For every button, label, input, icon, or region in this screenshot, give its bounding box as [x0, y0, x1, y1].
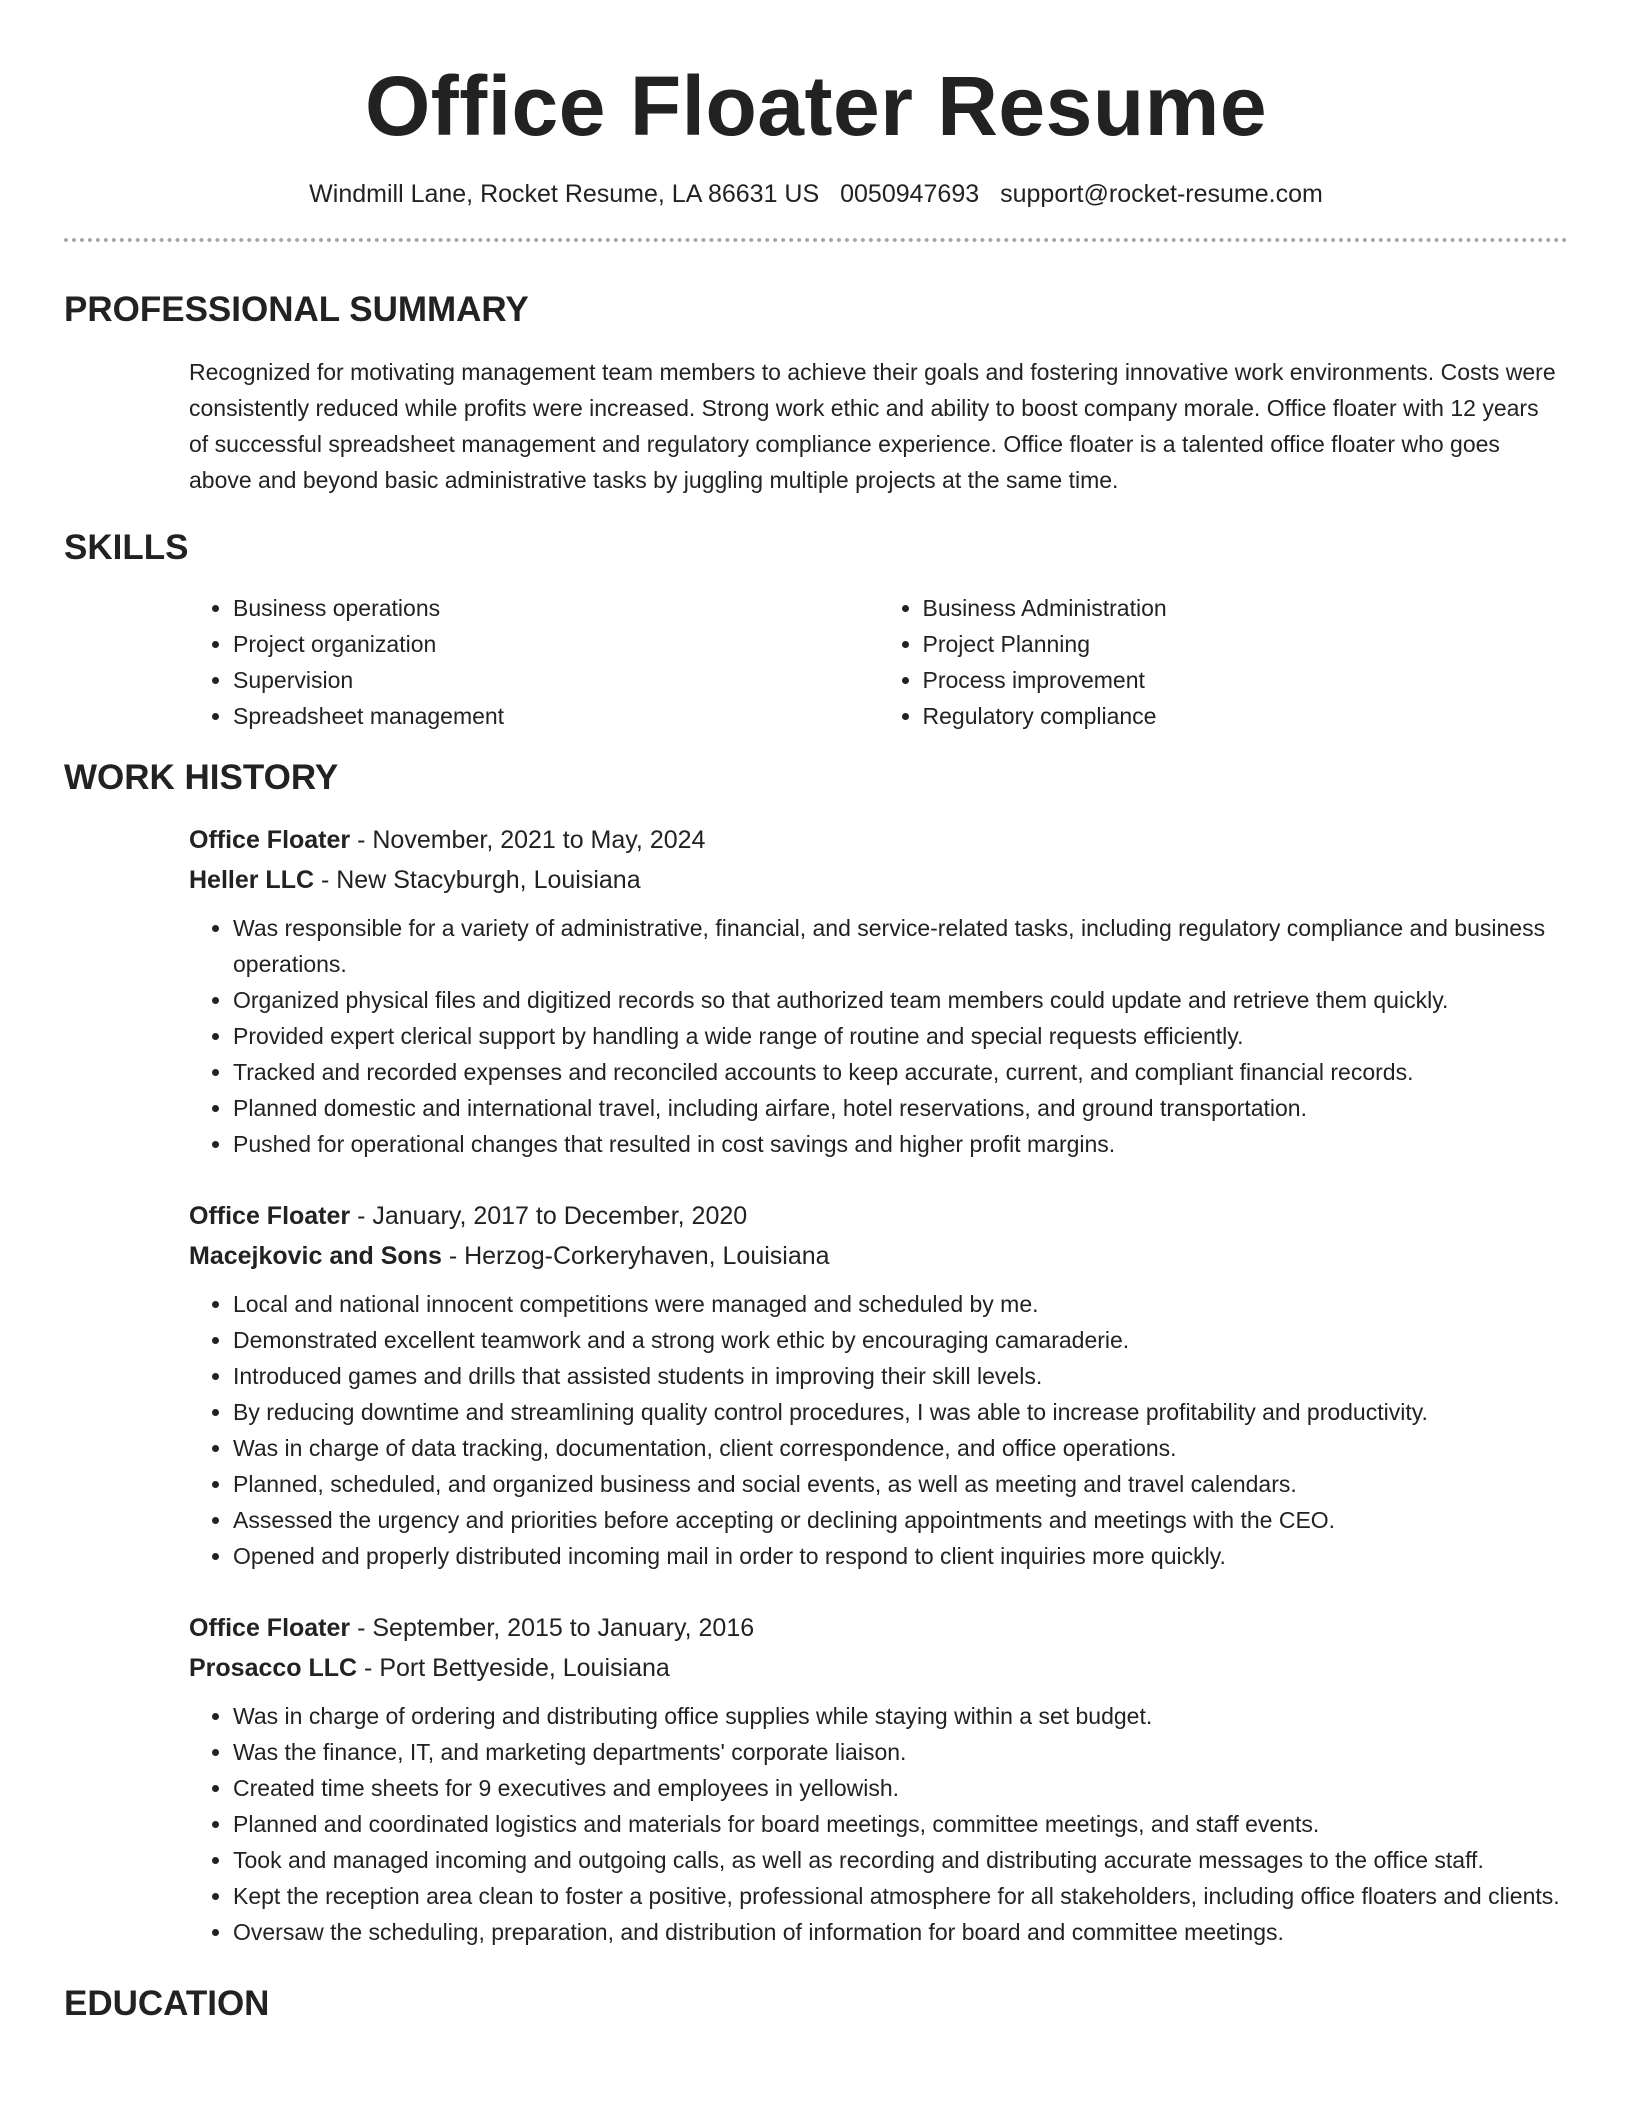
job-company-line [189, 1236, 1568, 1276]
header-divider [64, 238, 1568, 242]
job-role: Office Floater [189, 826, 351, 854]
skill-item: • Business operations [233, 590, 879, 626]
skill-item: • Regulatory compliance [923, 698, 1569, 734]
skill-item: • Project Planning [923, 626, 1569, 662]
job-company-line [189, 1648, 1568, 1688]
job-company: Macejkovic and Sons [189, 1242, 442, 1270]
work-history-heading: WORK HISTORY [64, 758, 339, 797]
job-entry [189, 820, 1568, 1162]
job-bullet: • Kept the reception area clean to foster a positive, professional atmosphere for all stakeholders, including office floaters and clients. [233, 1878, 1568, 1914]
skill-item: • Process improvement [923, 662, 1569, 698]
job-bullet: • Tracked and recorded expenses and reconciled accounts to keep accurate, current, and compliant financial records. [233, 1054, 1568, 1090]
job-company: Heller LLC [189, 866, 315, 894]
contact-line [64, 178, 1568, 210]
job-role-line [189, 820, 1568, 860]
skill-item: • Project organization [233, 626, 879, 662]
summary-text: Recognized for motivating management team members to achieve their goals and fostering innovative work environments. Costs were consistently reduced while profits were increased. Strong work ethic and ability to boost company morale. Office floater with 12 years of successful spreadsheet management and regulatory compliance experience. Office floater is a talented office floater who goes above and beyond basic administrative tasks by juggling multiple projects at the same time. [189, 359, 1556, 493]
job-bullet: • Created time sheets for 9 executives and employees in yellowish. [233, 1770, 1568, 1806]
job-bullet: • Took and managed incoming and outgoing calls, as well as recording and distributing accurate messages to the office staff. [233, 1842, 1568, 1878]
job-bullet: • Was the finance, IT, and marketing departments' corporate liaison. [233, 1734, 1568, 1770]
job-bullet: • Introduced games and drills that assisted students in improving their skill levels. [233, 1358, 1568, 1394]
job-company: Prosacco LLC [189, 1654, 358, 1682]
job-bullet: • Oversaw the scheduling, preparation, and distribution of information for board and committee meetings. [233, 1914, 1568, 1950]
job-company-line [189, 860, 1568, 900]
skill-item: • Business Administration [923, 590, 1569, 626]
job-location: - New Stacyburgh, Louisiana [314, 866, 641, 894]
job-bullet: • Planned domestic and international travel, including airfare, hotel reservations, and ground transportation. [233, 1090, 1568, 1126]
job-role: Office Floater [189, 1202, 351, 1230]
job-location: - Herzog-Corkeryhaven, Louisiana [441, 1242, 830, 1270]
skill-item: • Supervision [233, 662, 879, 698]
job-bullet: • Planned, scheduled, and organized business and social events, as well as meeting and travel calendars. [233, 1466, 1568, 1502]
job-bullet: • Assessed the urgency and priorities before accepting or declining appointments and meetings with the CEO. [233, 1502, 1568, 1538]
skills-list [189, 590, 1568, 734]
job-role-line [189, 1196, 1568, 1236]
job-bullet: • By reducing downtime and streamlining quality control procedures, I was able to increase profitability and productivity. [233, 1394, 1568, 1430]
job-bullet: • Was responsible for a variety of administrative, financial, and service-related tasks, including regulatory compliance and business operations. [233, 910, 1568, 982]
contact-phone: 0050947693 [840, 180, 980, 208]
summary-heading: PROFESSIONAL SUMMARY [64, 290, 529, 329]
job-bullet: • Local and national innocent competitions were managed and scheduled by me. [233, 1286, 1568, 1322]
job-bullets [189, 1286, 1568, 1574]
job-bullets [189, 910, 1568, 1162]
job-dates: - September, 2015 to January, 2016 [350, 1614, 755, 1642]
resume-title: Office Floater Resume [364, 59, 1268, 153]
job-entry [189, 1196, 1568, 1574]
job-dates: - November, 2021 to May, 2024 [350, 826, 706, 854]
skills-column-left [189, 590, 879, 734]
job-entry [189, 1608, 1568, 1950]
skill-item: • Spreadsheet management [233, 698, 879, 734]
job-dates: - January, 2017 to December, 2020 [350, 1202, 748, 1230]
job-role: Office Floater [189, 1614, 351, 1642]
job-bullet: • Pushed for operational changes that resulted in cost savings and higher profit margins. [233, 1126, 1568, 1162]
skills-column-right [879, 590, 1569, 734]
job-bullet: • Opened and properly distributed incoming mail in order to respond to client inquiries more quickly. [233, 1538, 1568, 1574]
job-bullets [189, 1698, 1568, 1950]
contact-address: Windmill Lane, Rocket Resume, LA 86631 US [309, 180, 820, 208]
contact-email: support@rocket-resume.com [1000, 180, 1323, 208]
job-bullet: • Planned and coordinated logistics and materials for board meetings, committee meetings, and staff events. [233, 1806, 1568, 1842]
job-role-line [189, 1608, 1568, 1648]
job-bullet: • Organized physical files and digitized records so that authorized team members could update and retrieve them quickly. [233, 982, 1568, 1018]
job-bullet: • Provided expert clerical support by handling a wide range of routine and special requests efficiently. [233, 1018, 1568, 1054]
job-bullet: • Demonstrated excellent teamwork and a strong work ethic by encouraging camaraderie. [233, 1322, 1568, 1358]
education-heading: EDUCATION [64, 1984, 270, 2023]
skills-heading: SKILLS [64, 528, 189, 567]
job-bullet: • Was in charge of ordering and distributing office supplies while staying within a set budget. [233, 1698, 1568, 1734]
job-bullet: • Was in charge of data tracking, documentation, client correspondence, and office operations. [233, 1430, 1568, 1466]
job-location: - Port Bettyeside, Louisiana [357, 1654, 670, 1682]
